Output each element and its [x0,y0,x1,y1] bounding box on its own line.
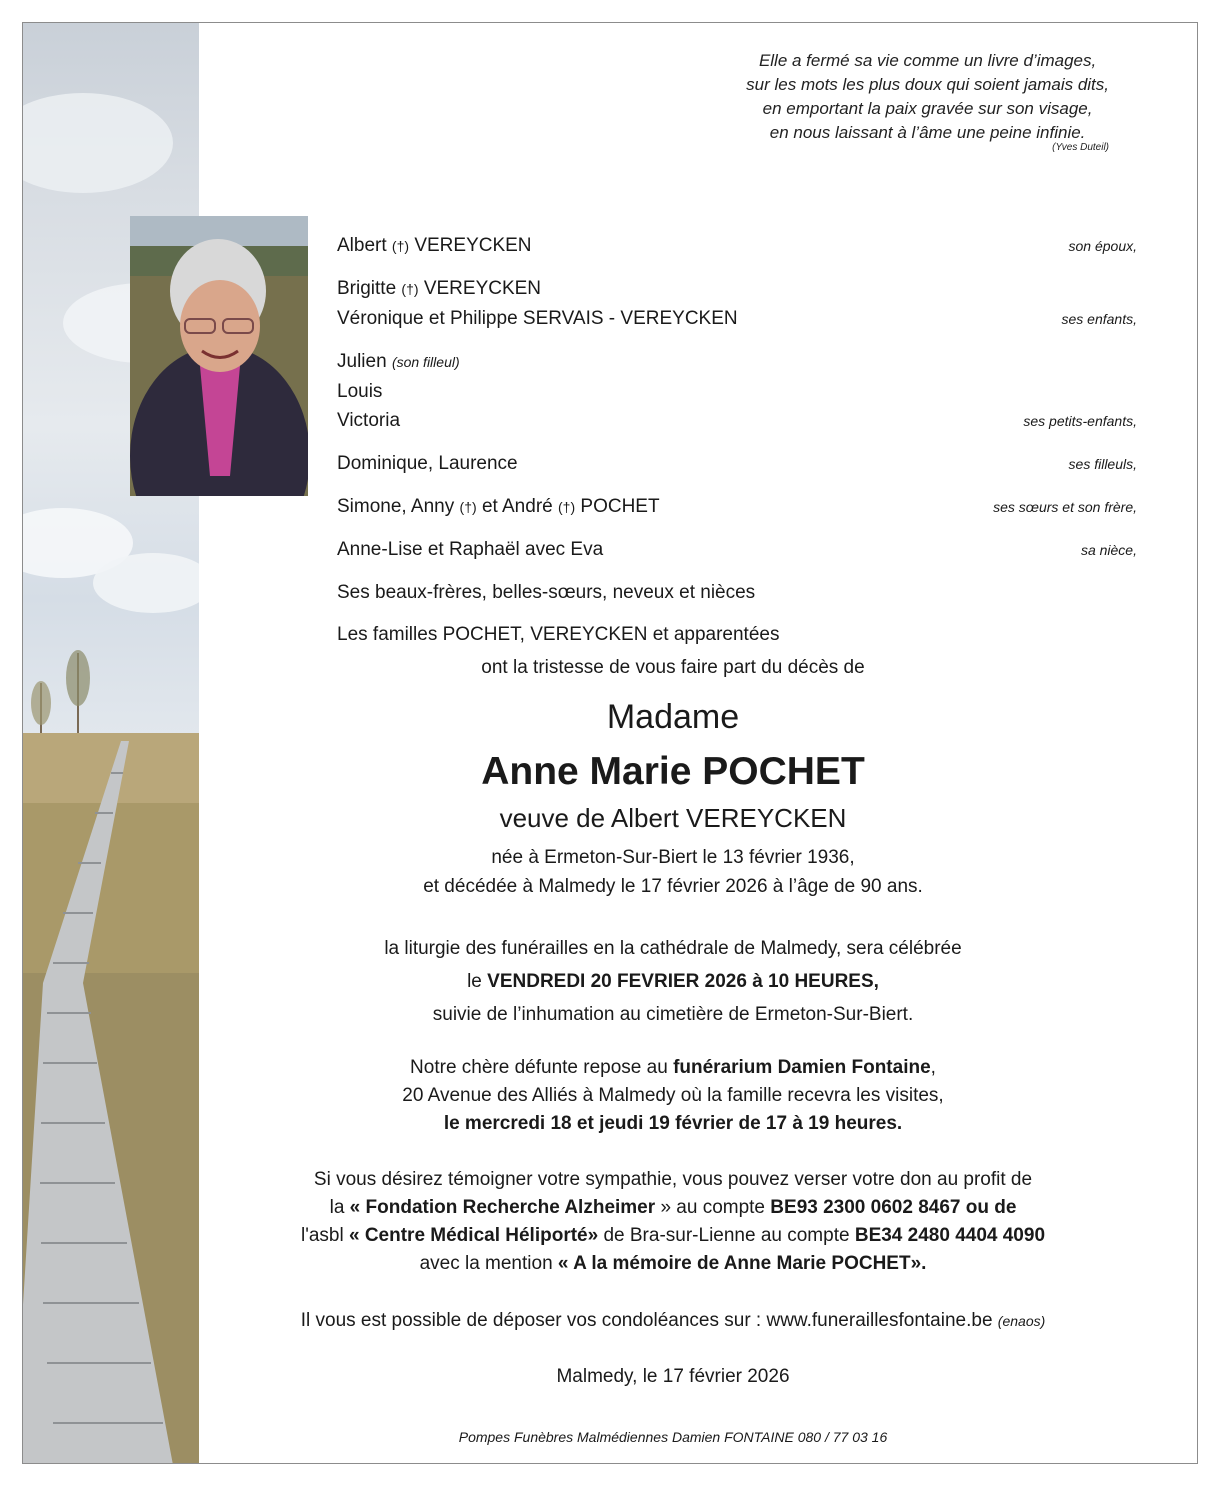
service-line: suivie de l’inhumation au cimetière de Ermeton-Sur-Biert. [432,1004,914,1025]
poem-line: en emportant la paix gravée sur son visage, [762,99,1093,118]
family-row-child [337,304,1137,334]
family-name: VEREYCKEN [423,278,542,299]
birth-death-dates [223,843,1123,901]
family-name: POCHET [580,496,660,517]
donation-mention: « A la mémoire de Anne Marie POCHET». [557,1253,927,1274]
family-row-inlaws [337,578,1137,607]
family-row-godchildren [337,449,1137,479]
service-prefix: le [467,971,482,992]
donation-line [223,1222,1123,1250]
bank-account: BE93 2300 0602 8467 ou de [770,1197,1017,1218]
family-list [337,231,1137,662]
visit-line [223,1054,1123,1082]
poem-author: (Yves Duteil) [1052,142,1109,153]
family-row-families [337,620,1137,649]
family-row-grandchild [337,347,1137,377]
donation-line: Si vous désirez témoigner votre sympathie, vous pouvez verser votre don au profit de [313,1169,1033,1190]
family-name: Victoria [337,410,401,431]
family-name: Dominique, Laurence [337,453,518,474]
obituary-card [22,22,1198,1464]
family-name: Julien [337,351,387,372]
poem-line: sur les mots les plus doux qui soient jamais dits, [746,75,1109,94]
deceased-name: Anne Marie POCHET [481,750,865,793]
family-row-spouse [337,231,1137,261]
birth-line: née à Ermeton-Sur-Biert le 13 février 1936, [491,847,855,868]
relation-label: ses filleuls, [1068,456,1137,472]
visitation-info [223,1054,1123,1138]
death-line: et décédée à Malmedy le 17 février 2026 à l’âge de 90 ans. [423,876,923,897]
deceased-widow-of: veuve de Albert VEREYCKEN [499,803,847,833]
relation-label: sa nièce, [1080,542,1137,558]
visit-text: , [930,1057,936,1078]
family-row-child [337,274,1137,304]
donation-text: de Bra-sur-Lienne au compte [603,1225,850,1246]
service-line: la liturgie des funérailles en la cathédrale de Malmedy, sera célébrée [384,938,962,959]
funeral-home-footer: Pompes Funèbres Malmédiennes Damien FONTAINE 080 / 77 03 16 [458,1429,888,1445]
announcement-intro: ont la tristesse de vous faire part du décès de [481,657,865,678]
funeral-home-name: funérarium Damien Fontaine [673,1057,931,1078]
condolences-info [223,1307,1123,1335]
relation-label: ses enfants, [1061,311,1137,327]
donation-text: l'asbl [300,1225,344,1246]
visit-hours-text: le mercredi 18 et jeudi 19 février de 17 à 19 heures. [443,1113,903,1134]
visit-text: Notre chère défunte repose au [410,1057,668,1078]
visit-hours [223,1110,1123,1138]
family-name: et André [481,496,553,517]
relation-label: ses sœurs et son frère, [993,499,1137,515]
family-name: Anne-Lise et Raphaël avec Eva [337,539,604,560]
relation-label: ses petits-enfants, [1023,413,1137,429]
family-note: (son filleul) [391,354,460,370]
family-name: Brigitte [337,278,397,299]
donation-line [223,1250,1123,1278]
relation-label: son époux, [1068,238,1137,254]
deceased-title: Madame [606,698,740,736]
family-name: Ses beaux-frères, belles-sœurs, neveux et nièces [337,582,756,603]
poem-line: en nous laissant à l’âme une peine infinie. [769,123,1086,142]
family-row-siblings [337,492,1137,522]
family-name: Simone, Anny [337,496,455,517]
charity-name: « Centre Médical Héliporté» [348,1225,599,1246]
condolences-text: Il vous est possible de déposer vos condoléances sur : www.funeraillesfontaine.be [300,1310,993,1331]
visit-line: 20 Avenue des Alliés à Malmedy où la famille recevra les visites, [402,1085,944,1106]
family-name: VEREYCKEN [414,235,532,256]
cross-mark: (†) [401,281,419,297]
condolences-note: (enaos) [997,1313,1046,1329]
service-date-line [223,965,1123,998]
family-row-grandchild [337,377,1137,406]
donation-text: avec la mention [419,1253,553,1274]
portrait-illustration [130,216,308,496]
place-date: Malmedy, le 17 février 2026 [556,1366,790,1387]
donation-line [223,1194,1123,1222]
family-name: Albert [337,235,387,256]
charity-name: « Fondation Recherche Alzheimer [349,1197,656,1218]
funeral-service [223,932,1123,1031]
cross-mark: (†) [459,499,477,515]
cross-mark: (†) [391,238,410,254]
family-row-grandchild [337,406,1137,436]
family-name: Louis [337,381,383,402]
bank-account: BE34 2480 4404 4090 [854,1225,1046,1246]
cross-mark: (†) [558,499,576,515]
family-name: Les familles POCHET, VEREYCKEN et apparentées [337,624,780,645]
service-datetime: VENDREDI 20 FEVRIER 2026 à 10 HEURES, [487,971,879,992]
family-row-niece [337,535,1137,565]
portrait-photo [130,216,308,496]
poem [746,49,1109,153]
donation-info [223,1166,1123,1278]
poem-line: Elle a fermé sa vie comme un livre d’images, [758,51,1097,70]
donation-text: la [329,1197,345,1218]
donation-text: » au compte [660,1197,766,1218]
family-name: Véronique et Philippe SERVAIS - VEREYCKEN [337,308,738,329]
